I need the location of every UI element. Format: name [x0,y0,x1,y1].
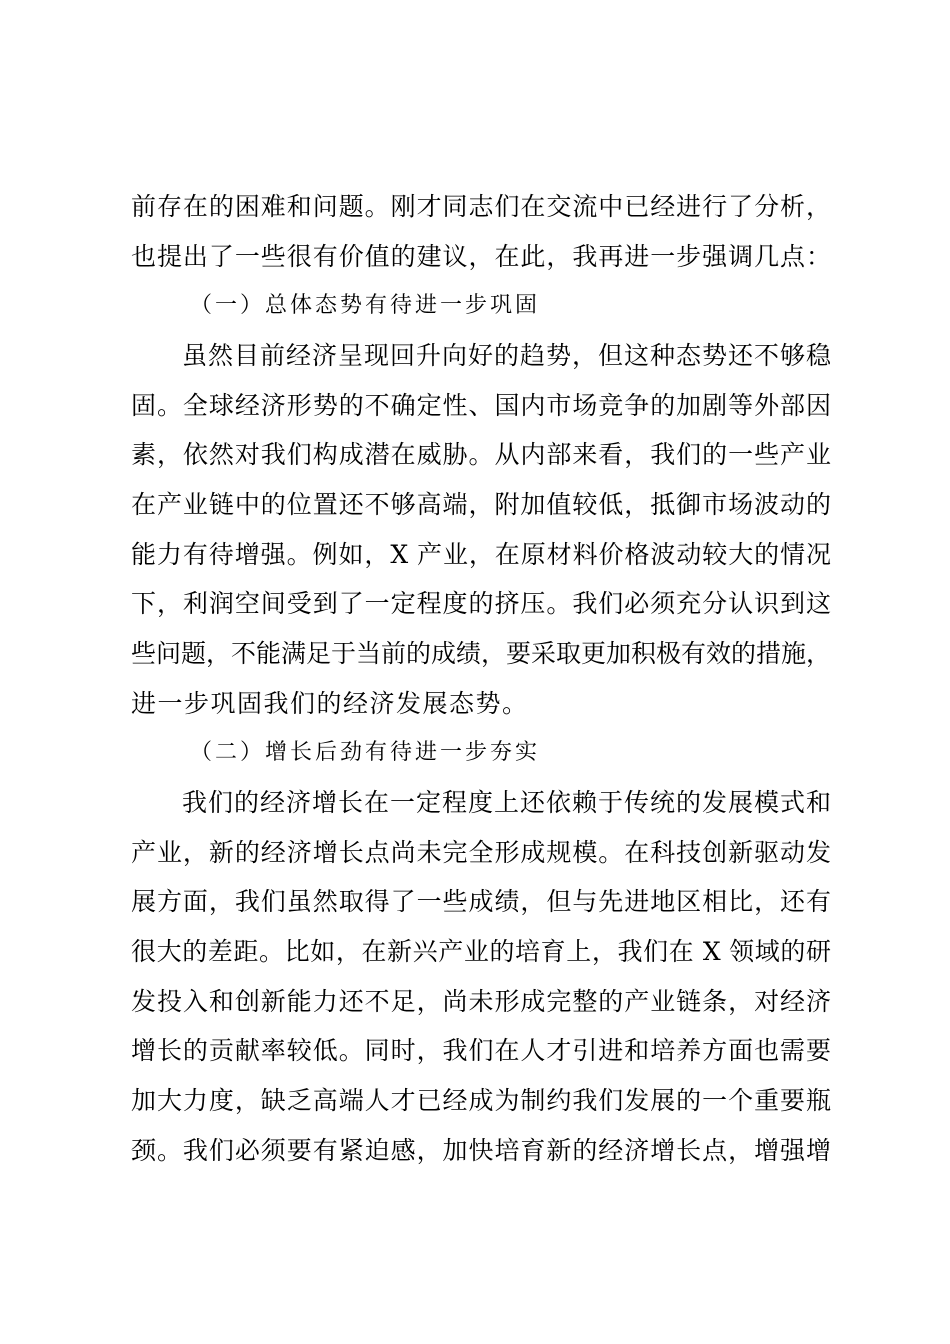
body-text-line: 在产业链中的位置还不够高端，附加值较低，抵御市场波动的 [131,490,831,519]
body-text-line: 展方面，我们虽然取得了一些成绩，但与先进地区相比，还有 [131,887,831,916]
body-text-line: 些问题，不能满足于当前的成绩，要采取更加积极有效的措施， [131,639,832,668]
body-text-line: 进一步巩固我们的经济发展态势。 [131,689,529,718]
body-text-line: 颈。我们必须要有紧迫感，加快培育新的经济增长点，增强增 [131,1136,831,1165]
section-heading-2: （二）增长后劲有待进一步夯实 [190,740,541,765]
body-text-line: 能力有待增强。例如，X 产业，在原材料价格波动较大的情况 [131,540,831,569]
body-text-line: 下，利润空间受到了一定程度的挤压。我们必须充分认识到这 [131,589,831,618]
body-text-line: 增长的贡献率较低。同时，我们在人才引进和培养方面也需要 [131,1036,831,1065]
body-text-line: 我们的经济增长在一定程度上还依赖于传统的发展模式和 [182,788,831,817]
body-text-line: 很大的差距。比如，在新兴产业的培育上，我们在 X 领域的研 [131,937,831,966]
body-text-line: 固。全球经济形势的不确定性、国内市场竞争的加剧等外部因 [131,391,831,420]
body-text-line: 前存在的困难和问题。刚才同志们在交流中已经进行了分析， [131,192,831,221]
body-text-line: 产业，新的经济增长点尚未完全形成规模。在科技创新驱动发 [131,838,831,867]
body-text-line: 发投入和创新能力还不足，尚未形成完整的产业链条，对经济 [131,987,831,1016]
body-text-line: 素，依然对我们构成潜在威胁。从内部来看，我们的一些产业 [131,440,831,469]
body-text-line: 也提出了一些很有价值的建议，在此，我再进一步强调几点： [131,242,831,271]
section-heading-1: （一）总体态势有待进一步巩固 [190,293,541,318]
body-text-line: 加大力度，缺乏高端人才已经成为制约我们发展的一个重要瓶 [131,1086,831,1115]
body-text-line: 虽然目前经济呈现回升向好的趋势，但这种态势还不够稳 [182,341,831,370]
